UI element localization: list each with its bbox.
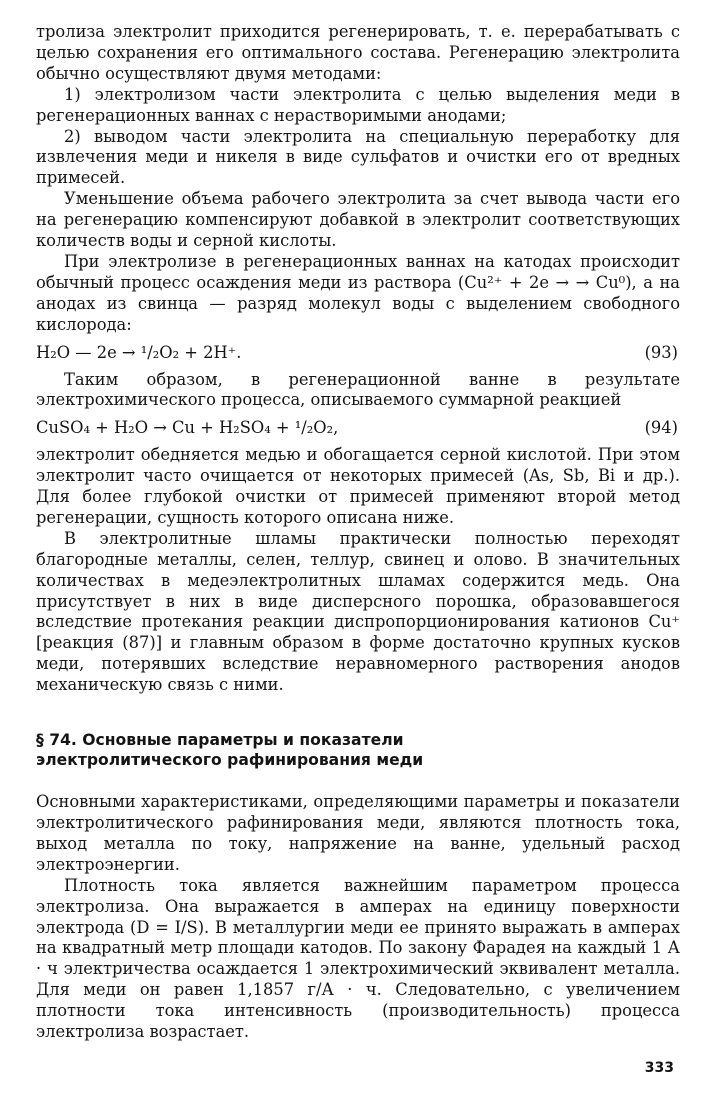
- equation-94-formula: CuSO₄ + H₂O → Cu + H₂SO₄ + ¹/₂O₂,: [36, 418, 339, 438]
- paragraph-electrolyte-depletion: электролит обедняется медью и обогащается серной кислотой. При этом электролит часто очищается от некоторых примесей (As, Sb, Bi и др.). Для более глубокой очистки от примесей применяют второй метод регенерации, сущность которого описана ниже.: [36, 445, 680, 527]
- paragraph-characteristics: Основными характеристиками, определяющими параметры и показатели электролитического рафинирования меди, являются плотность тока, выход металла по току, напряжение на ванне, удельный расход электроэнергии.: [36, 792, 680, 874]
- equation-94-number: (94): [644, 418, 678, 438]
- paragraph-slimes: В электролитные шламы практически полностью переходят благородные металлы, селен, теллур, свинец и олово. В значительных количествах в медеэлектролитных шламах содержится медь. Она присутствует в них в виде дисперсного порошка, образовавшегося вследствие протекания реакции диспропорционирования катионов Cu⁺ [реакция (87)] и главным образом в форме достаточно крупных кусков меди, потерявших вследствие неравномерного растворения анодов механическую связь с ними.: [36, 528, 680, 695]
- section-heading-line-2: электролитического рафинирования меди: [36, 751, 424, 770]
- equation-94: [36, 418, 680, 439]
- paragraph-electrolysis-regeneration: При электролизе в регенерационных ваннах на катодах происходит обычный процесс осаждения меди из раствора (Cu²⁺ + 2e → → Cu⁰), а на анодах из свинца — разряд молекул воды с выделением свободного кислорода:: [36, 251, 680, 334]
- paragraph-volume-compensation: Уменьшение объема рабочего электролита за счет вывода части его на регенерацию компенсируют добавкой в электролит соответствующих количеств воды и серной кислоты.: [36, 189, 680, 251]
- section-heading-line-1: § 74. Основные параметры и показатели: [36, 731, 404, 750]
- list-item-method-1: 1) электролизом части электролита с целью выделения меди в регенерационных ваннах с нерастворимыми анодами;: [36, 84, 680, 125]
- equation-93-formula: H₂O — 2e → ¹/₂O₂ + 2H⁺.: [36, 342, 242, 362]
- section-heading: [36, 730, 680, 770]
- paragraph-summary-reaction: Таким образом, в регенерационной ванне в результате электрохимического процесса, описываемого суммарной реакцией: [36, 369, 680, 410]
- equation-93-number: (93): [644, 342, 678, 362]
- list-item-method-2: 2) выводом части электролита на специальную переработку для извлечения меди и никеля в виде сульфатов и очистки его от вредных примесей.: [36, 126, 680, 188]
- equation-93: [36, 343, 680, 364]
- paragraph-continuation: тролиза электролит приходится регенерировать, т. е. перерабатывать с целью сохранения его оптимального состава. Регенерацию электролита обычно осуществляют двумя методами:: [36, 22, 680, 83]
- paragraph-current-density: Плотность тока является важнейшим параметром процесса электролиза. Она выражается в амперах на единицу поверхности электрода (D = I/S). В металлургии меди ее принято выражать в амперах на квадратный метр площади катодов. По закону Фарадея на каждый 1 А · ч электричества осаждается 1 электрохимический эквивалент металла. Для меди он равен 1,1857 г/А · ч. Следовательно, с увеличением плотности тока интенсивность (производительность) процесса электролиза возрастает.: [36, 875, 680, 1042]
- page-number: 333: [644, 1060, 674, 1076]
